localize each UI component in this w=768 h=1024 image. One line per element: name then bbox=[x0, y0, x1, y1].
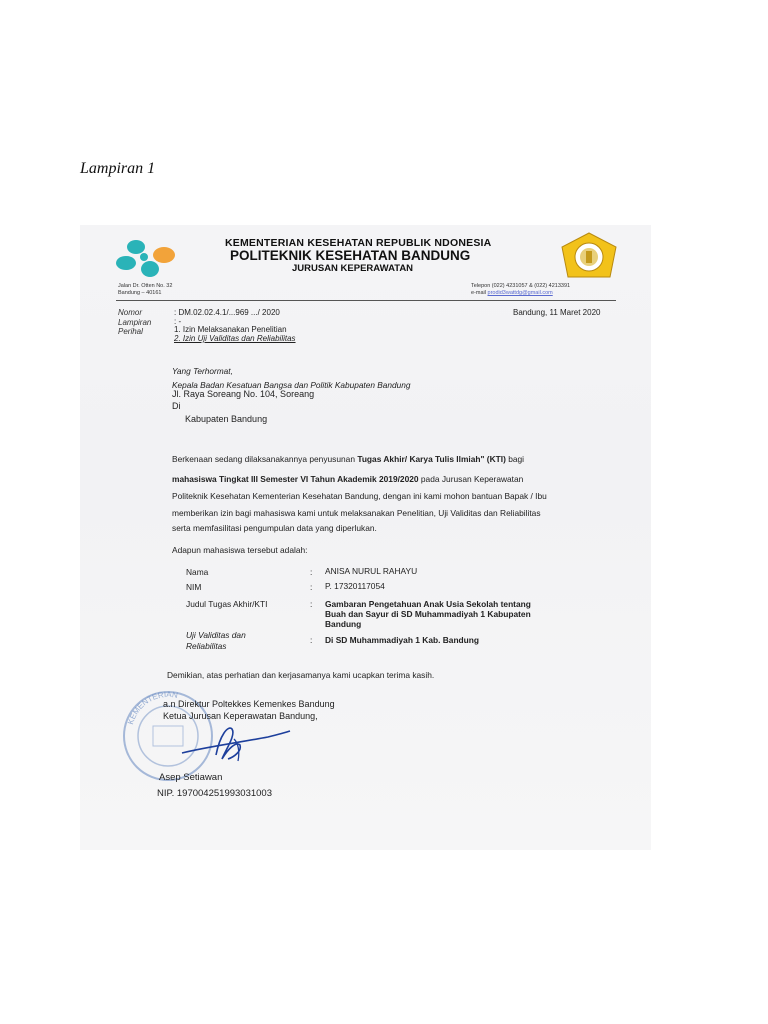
nama-label: Nama bbox=[186, 567, 209, 577]
judul-value-1: Gambaran Pengetahuan Anak Usia Sekolah tentang bbox=[325, 599, 531, 609]
judul-value-2: Buah dan Sayur di SD Muhammadiyah 1 Kabupaten bbox=[325, 609, 531, 619]
recipient-di: Di bbox=[172, 401, 181, 411]
institution-contact: Telepon (022) 4231057 & (022) 4213391 e-mail prodid3wattdg@gmail.com bbox=[471, 283, 571, 296]
paragraph-line-3: Politeknik Kesehatan Kementerian Kesehatan Bandung, dengan ini kami mohon bantuan Bapak / Ibu bbox=[172, 491, 547, 501]
perihal-item-2: 2. Izin Uji Validitas dan Reliabilitas bbox=[174, 334, 296, 343]
paragraph-line-4: memberikan izin bagi mahasiswa kami untuk melaksanakan Penelitian, Uji Validitas dan Reliabilitas bbox=[172, 508, 541, 518]
student-intro: Adapun mahasiswa tersebut adalah: bbox=[172, 545, 308, 555]
signature-line-1: a.n Direktur Poltekkes Kemenkes Bandung bbox=[163, 699, 335, 709]
svg-text:KEMENTERIAN: KEMENTERIAN bbox=[126, 689, 179, 726]
signatory-name: Asep Setiawan bbox=[159, 772, 223, 783]
institution-name: POLITEKNIK KESEHATAN BANDUNG bbox=[230, 248, 471, 263]
judul-label: Judul Tugas Akhir/KTI bbox=[186, 599, 268, 609]
department-name: JURUSAN KEPERAWATAN bbox=[292, 263, 414, 274]
paragraph-line-2: mahasiswa Tingkat III Semester VI Tahun Akademik 2019/2020 pada Jurusan Keperawatan bbox=[172, 474, 524, 484]
header-divider bbox=[116, 300, 616, 301]
signature-line-2: Ketua Jurusan Keperawatan Bandung, bbox=[163, 711, 318, 721]
closing-sentence: Demikian, atas perhatian dan kerjasamanya kami ucapkan terima kasih. bbox=[167, 670, 435, 680]
recipient-city: Kabupaten Bandung bbox=[185, 414, 268, 424]
nomor-value: : DM.02.02.4.1/...969 .../ 2020 bbox=[174, 308, 280, 317]
paragraph-line-5: serta memfasilitasi pengumpulan data yang diperlukan. bbox=[172, 523, 377, 533]
perihal-item-1: 1. Izin Melaksanakan Penelitian bbox=[174, 325, 287, 334]
nama-value: ANISA NURUL RAHAYU bbox=[325, 566, 418, 576]
ministry-name: KEMENTERIAN KESEHATAN REPUBLIK NDONESIA bbox=[225, 237, 492, 249]
attachment-caption: Lampiran 1 bbox=[80, 160, 156, 177]
uji-colon: : bbox=[310, 635, 313, 645]
letter-photo bbox=[80, 225, 651, 850]
nim-label: NIM bbox=[186, 582, 202, 592]
recipient-name: Kepala Badan Kesatuan Bangsa dan Politik Kabupaten Bandung bbox=[172, 380, 411, 390]
nim-colon: : bbox=[310, 582, 313, 592]
lampiran-value: : - bbox=[174, 317, 182, 326]
perihal-label: Perihal bbox=[118, 327, 143, 336]
handwritten-signature bbox=[176, 715, 296, 775]
greeting: Yang Terhormat, bbox=[172, 366, 233, 376]
letter-date: Bandung, 11 Maret 2020 bbox=[513, 308, 601, 317]
email-link: prodid3wattdg@gmail.com bbox=[487, 290, 553, 296]
judul-value-3: Bandung bbox=[325, 619, 362, 629]
lampiran-label: Lampiran bbox=[118, 318, 152, 327]
nama-colon: : bbox=[310, 567, 313, 577]
signatory-nip: NIP. 197004251993031003 bbox=[157, 788, 272, 799]
ministry-logo bbox=[114, 233, 180, 285]
institution-address: Jalan Dr. Otten No. 32 Bandung – 40161 bbox=[118, 283, 173, 296]
uji-label-1: Uji Validitas dan bbox=[186, 630, 246, 640]
poltekkes-emblem bbox=[558, 231, 620, 283]
uji-value: Di SD Muhammadiyah 1 Kab. Bandung bbox=[325, 635, 480, 645]
paragraph-line-1: Berkenaan sedang dilaksanakannya penyusunan Tugas Akhir/ Karya Tulis Ilmiah" (KTI) bagi bbox=[172, 454, 525, 464]
nomor-label: Nomor bbox=[118, 308, 143, 317]
recipient-street: Jl. Raya Soreang No. 104, Soreang bbox=[172, 389, 315, 399]
nim-value: P. 17320117054 bbox=[325, 581, 385, 591]
uji-label-2: Reliabilitas bbox=[186, 641, 227, 651]
judul-colon: : bbox=[310, 599, 313, 609]
